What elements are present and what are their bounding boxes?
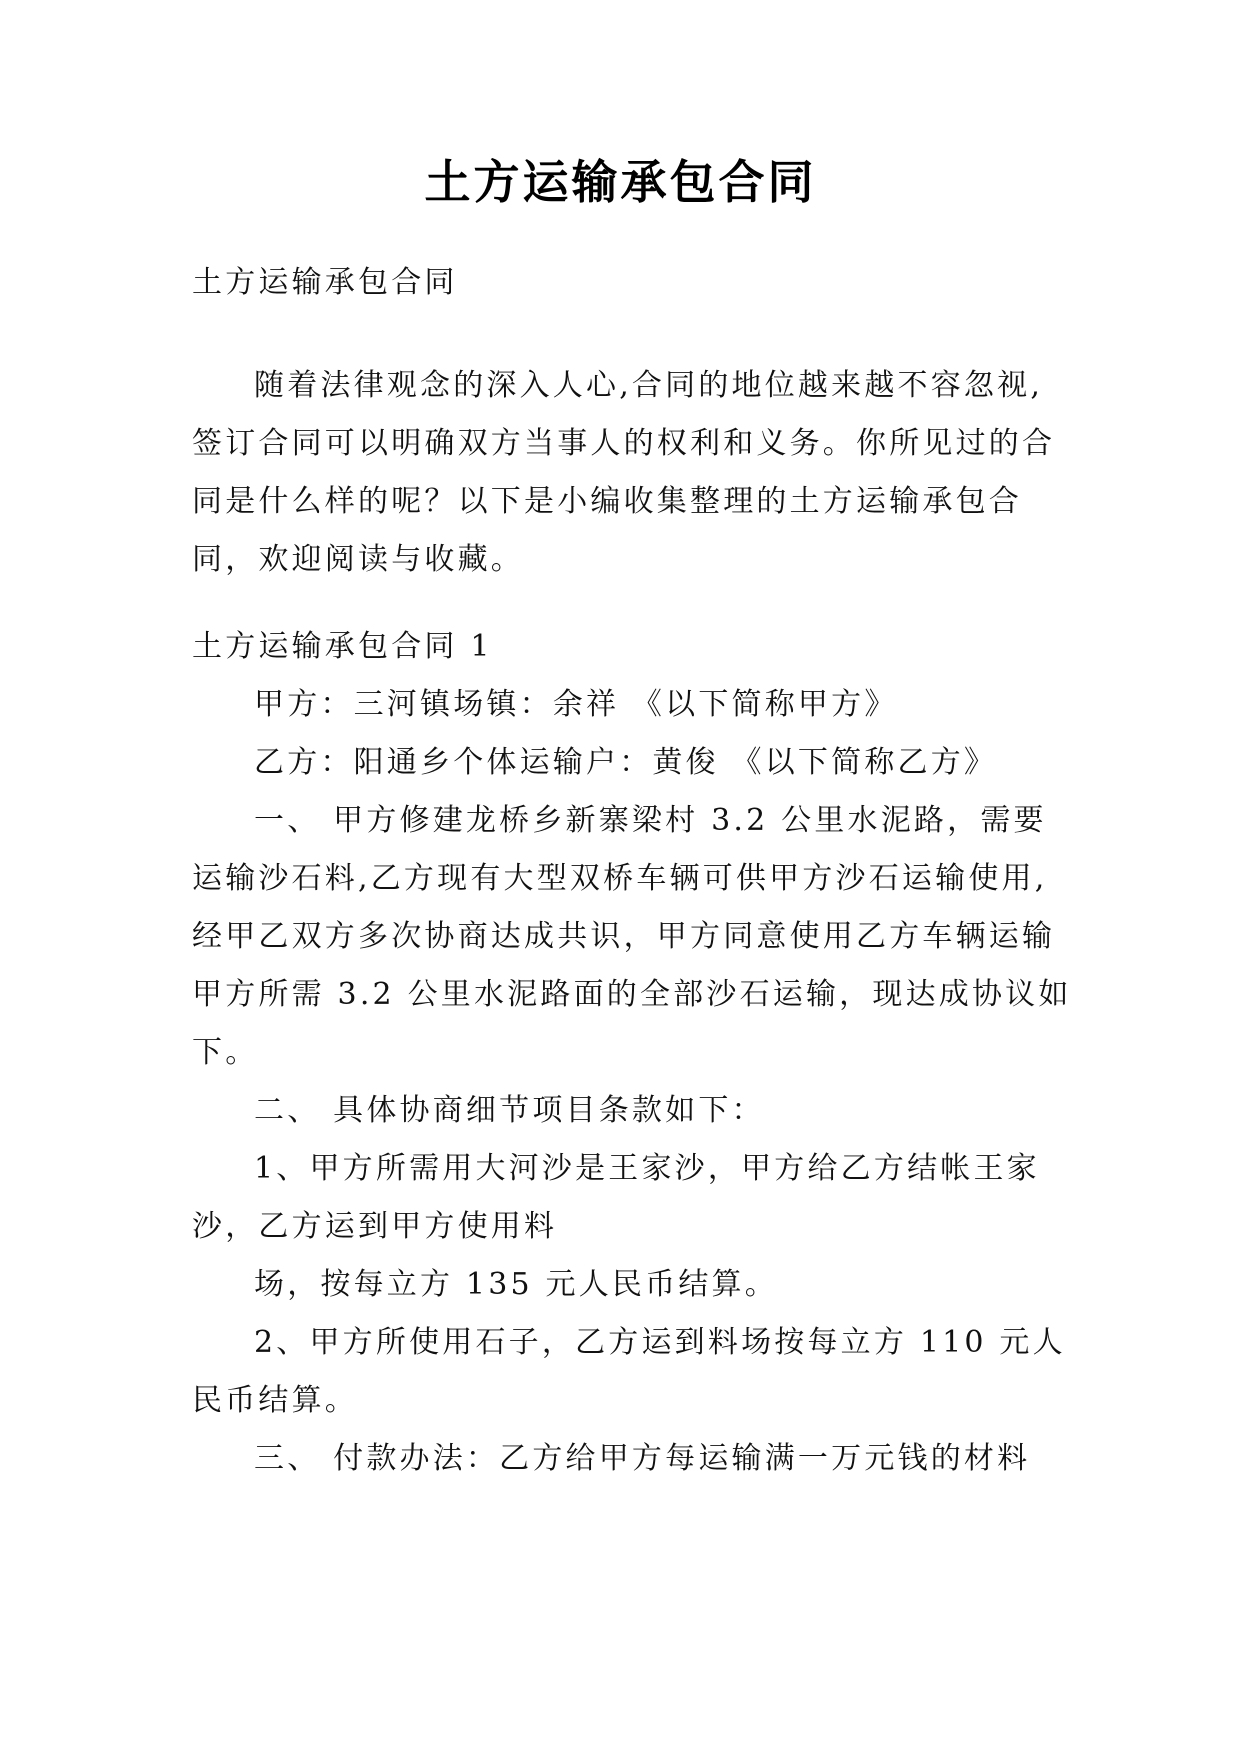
contract-body <box>192 618 1072 1488</box>
intro-line-3: 同是什么样的呢？以下是小编收集整理的土方运输承包合 <box>192 484 1022 519</box>
item-2-line-2: 民币结算。 <box>192 1383 358 1418</box>
clause-1-line-4: 甲方所需 3.2 公里水泥路面的全部沙石运输，现达成协议如 <box>192 977 1072 1012</box>
subtitle-text: 土方运输承包合同 <box>192 265 458 300</box>
clause-1-line-2: 运输沙石料,乙方现有大型双桥车辆可供甲方沙石运输使用, <box>192 861 1048 896</box>
item-1-line-1: 1、甲方所需用大河沙是王家沙，甲方给乙方结帐王家 <box>254 1151 1040 1186</box>
clause-1-line-5: 下。 <box>192 1035 259 1070</box>
document-title: 土方运输承包合同 <box>424 155 817 209</box>
party-a: 甲方：三河镇场镇：余祥 《以下简称甲方》 <box>254 687 898 722</box>
intro-line-2: 签订合同可以明确双方当事人的权利和义务。你所见过的合 <box>192 426 1056 461</box>
item-1-continuation: 场，按每立方 135 元人民币结算。 <box>254 1267 778 1302</box>
intro-paragraph <box>192 357 1056 589</box>
section-heading: 土方运输承包合同 1 <box>192 629 493 664</box>
item-1-line-2: 沙，乙方运到甲方使用料 <box>192 1209 558 1244</box>
intro-line-1: 随着法律观念的深入人心,合同的地位越来越不容忽视, <box>254 368 1044 403</box>
clause-2-heading: 二、 具体协商细节项目条款如下： <box>254 1093 765 1128</box>
item-2-line-1: 2、甲方所使用石子，乙方运到料场按每立方 110 元人 <box>254 1325 1066 1360</box>
clause-1-line-3: 经甲乙双方多次协商达成共识，甲方同意使用乙方车辆运输 <box>192 919 1056 954</box>
party-b: 乙方：阳通乡个体运输户：黄俊 《以下简称乙方》 <box>254 745 998 780</box>
intro-line-4: 同，欢迎阅读与收藏。 <box>192 542 524 577</box>
clause-1-line-1: 一、 甲方修建龙桥乡新寨梁村 3.2 公里水泥路，需要 <box>254 803 1047 838</box>
clause-3: 三、 付款办法：乙方给甲方每运输满一万元钱的材料 <box>254 1441 1031 1476</box>
subtitle <box>192 254 1052 312</box>
